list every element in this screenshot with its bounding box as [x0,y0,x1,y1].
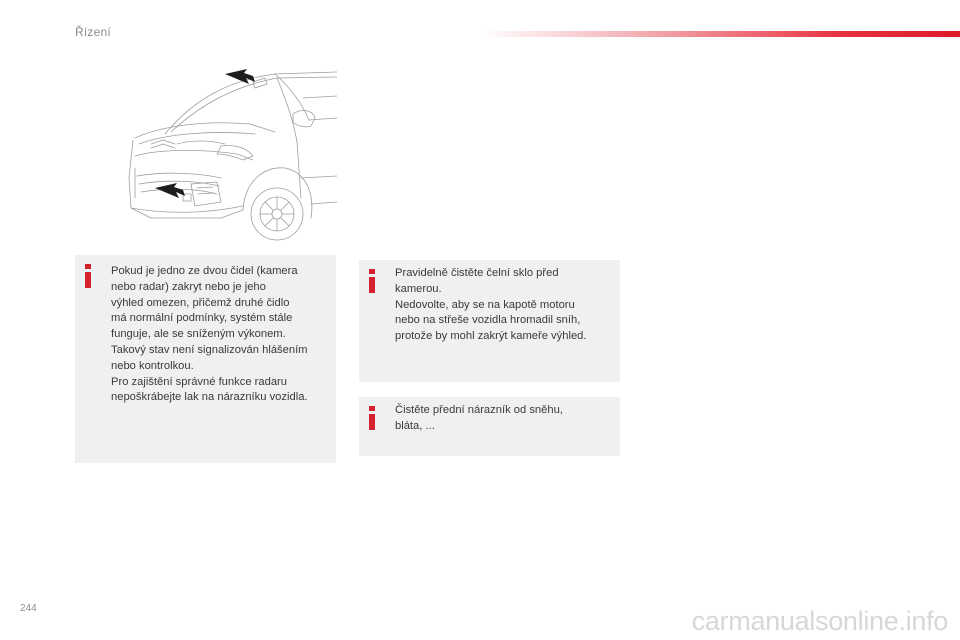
info-note-sensors [75,255,336,463]
info-note-windshield [359,260,620,382]
van-sensor-illustration [125,68,337,244]
info-icon [368,406,376,430]
note-text: Čistěte přední nárazník od sněhu, bláta, ... [395,404,563,432]
section-title: Řízení [75,25,111,39]
page-number: 244 [20,603,37,614]
info-icon [84,264,92,288]
header-accent-bar [480,31,960,37]
note-text: Pravidelně čistěte čelní sklo před kamerou. Nedovolte, aby se na kapotě motoru nebo na střeše vozidla hromadil sníh, protože by mohl zakrýt kameře výhled. [395,267,587,343]
info-note-bumper [359,397,620,456]
note-text: Pokud je jedno ze dvou čidel (kamera nebo radar) zakryt nebo je jeho výhled omezen, přičemž druhé čidlo má normální podmínky, systém stále funguje, ale se sníženým výkonem. Takový stav není signalizován hlášením nebo kontrolkou. Pro zajištění správné funkce radaru nepoškrábejte lak na nárazníku vozidla. [111,265,308,404]
info-icon [368,269,376,293]
watermark: carmanualsonline.info [691,606,948,636]
